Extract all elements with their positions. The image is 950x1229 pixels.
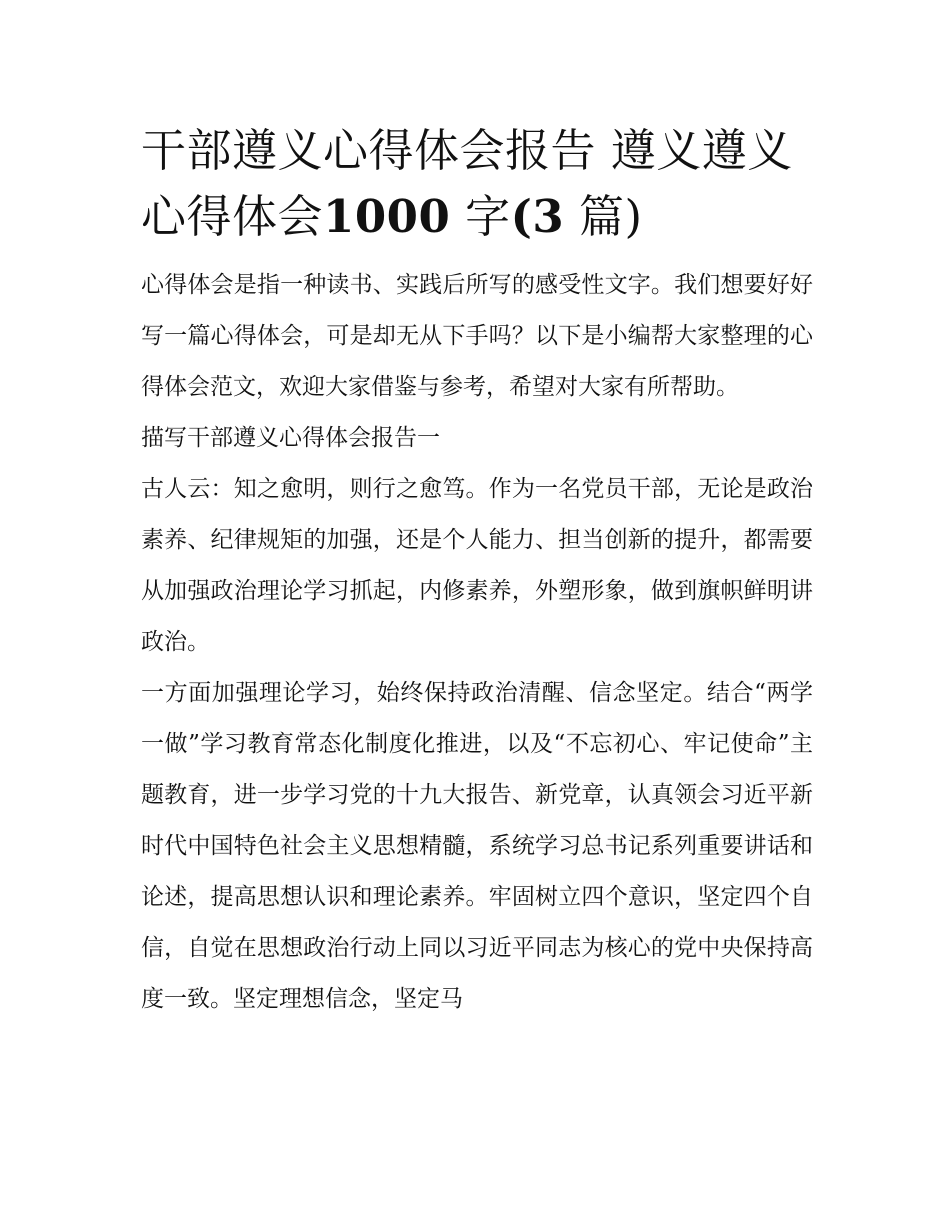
document-title	[141, 118, 813, 250]
title-text-part1: 干部遵义心得体会报告 遵义遵义心得体会	[141, 124, 793, 243]
intro-paragraph: 心得体会是指一种读书、实践后所写的感受性文字。我们想要好好写一篇心得体会，可是却无从下手吗？以下是小编帮大家整理的心得体会范文，欢迎大家借鉴与参考，希望对大家有所帮助。	[141, 272, 813, 400]
body-paragraph-1: 古人云：知之愈明，则行之愈笃。作为一名党员干部，无论是政治素养、纪律规矩的加强，还是个人能力、担当创新的提升，都需要从加强政治理论学习抓起，内修素养，外塑形象，做到旗帜鲜明讲政治。	[141, 476, 813, 655]
body-paragraph-2: 一方面加强理论学习，始终保持政治清醒、信念坚定。结合“两学一做”学习教育常态化制度化推进，以及“不忘初心、牢记使命”主题教育，进一步学习党的十九大报告、新党章，认真领会习近平新时代中国特色社会主义思想精髓，系统学习总书记系列重要讲话和论述，提高思想认识和理论素养。牢固树立四个意识，坚定四个自信，自觉在思想政治行动上同以习近平同志为核心的党中央保持高度一致。坚定理想信念，坚定马	[141, 680, 813, 1012]
title-text-part2: 字	[450, 190, 511, 243]
document-page	[141, 118, 813, 1025]
section-heading: 描写干部遵义心得体会报告一	[141, 425, 440, 451]
title-text-part3: 篇)	[564, 190, 643, 243]
title-number: 1000	[323, 190, 451, 243]
title-paren-count: (3	[510, 190, 565, 243]
